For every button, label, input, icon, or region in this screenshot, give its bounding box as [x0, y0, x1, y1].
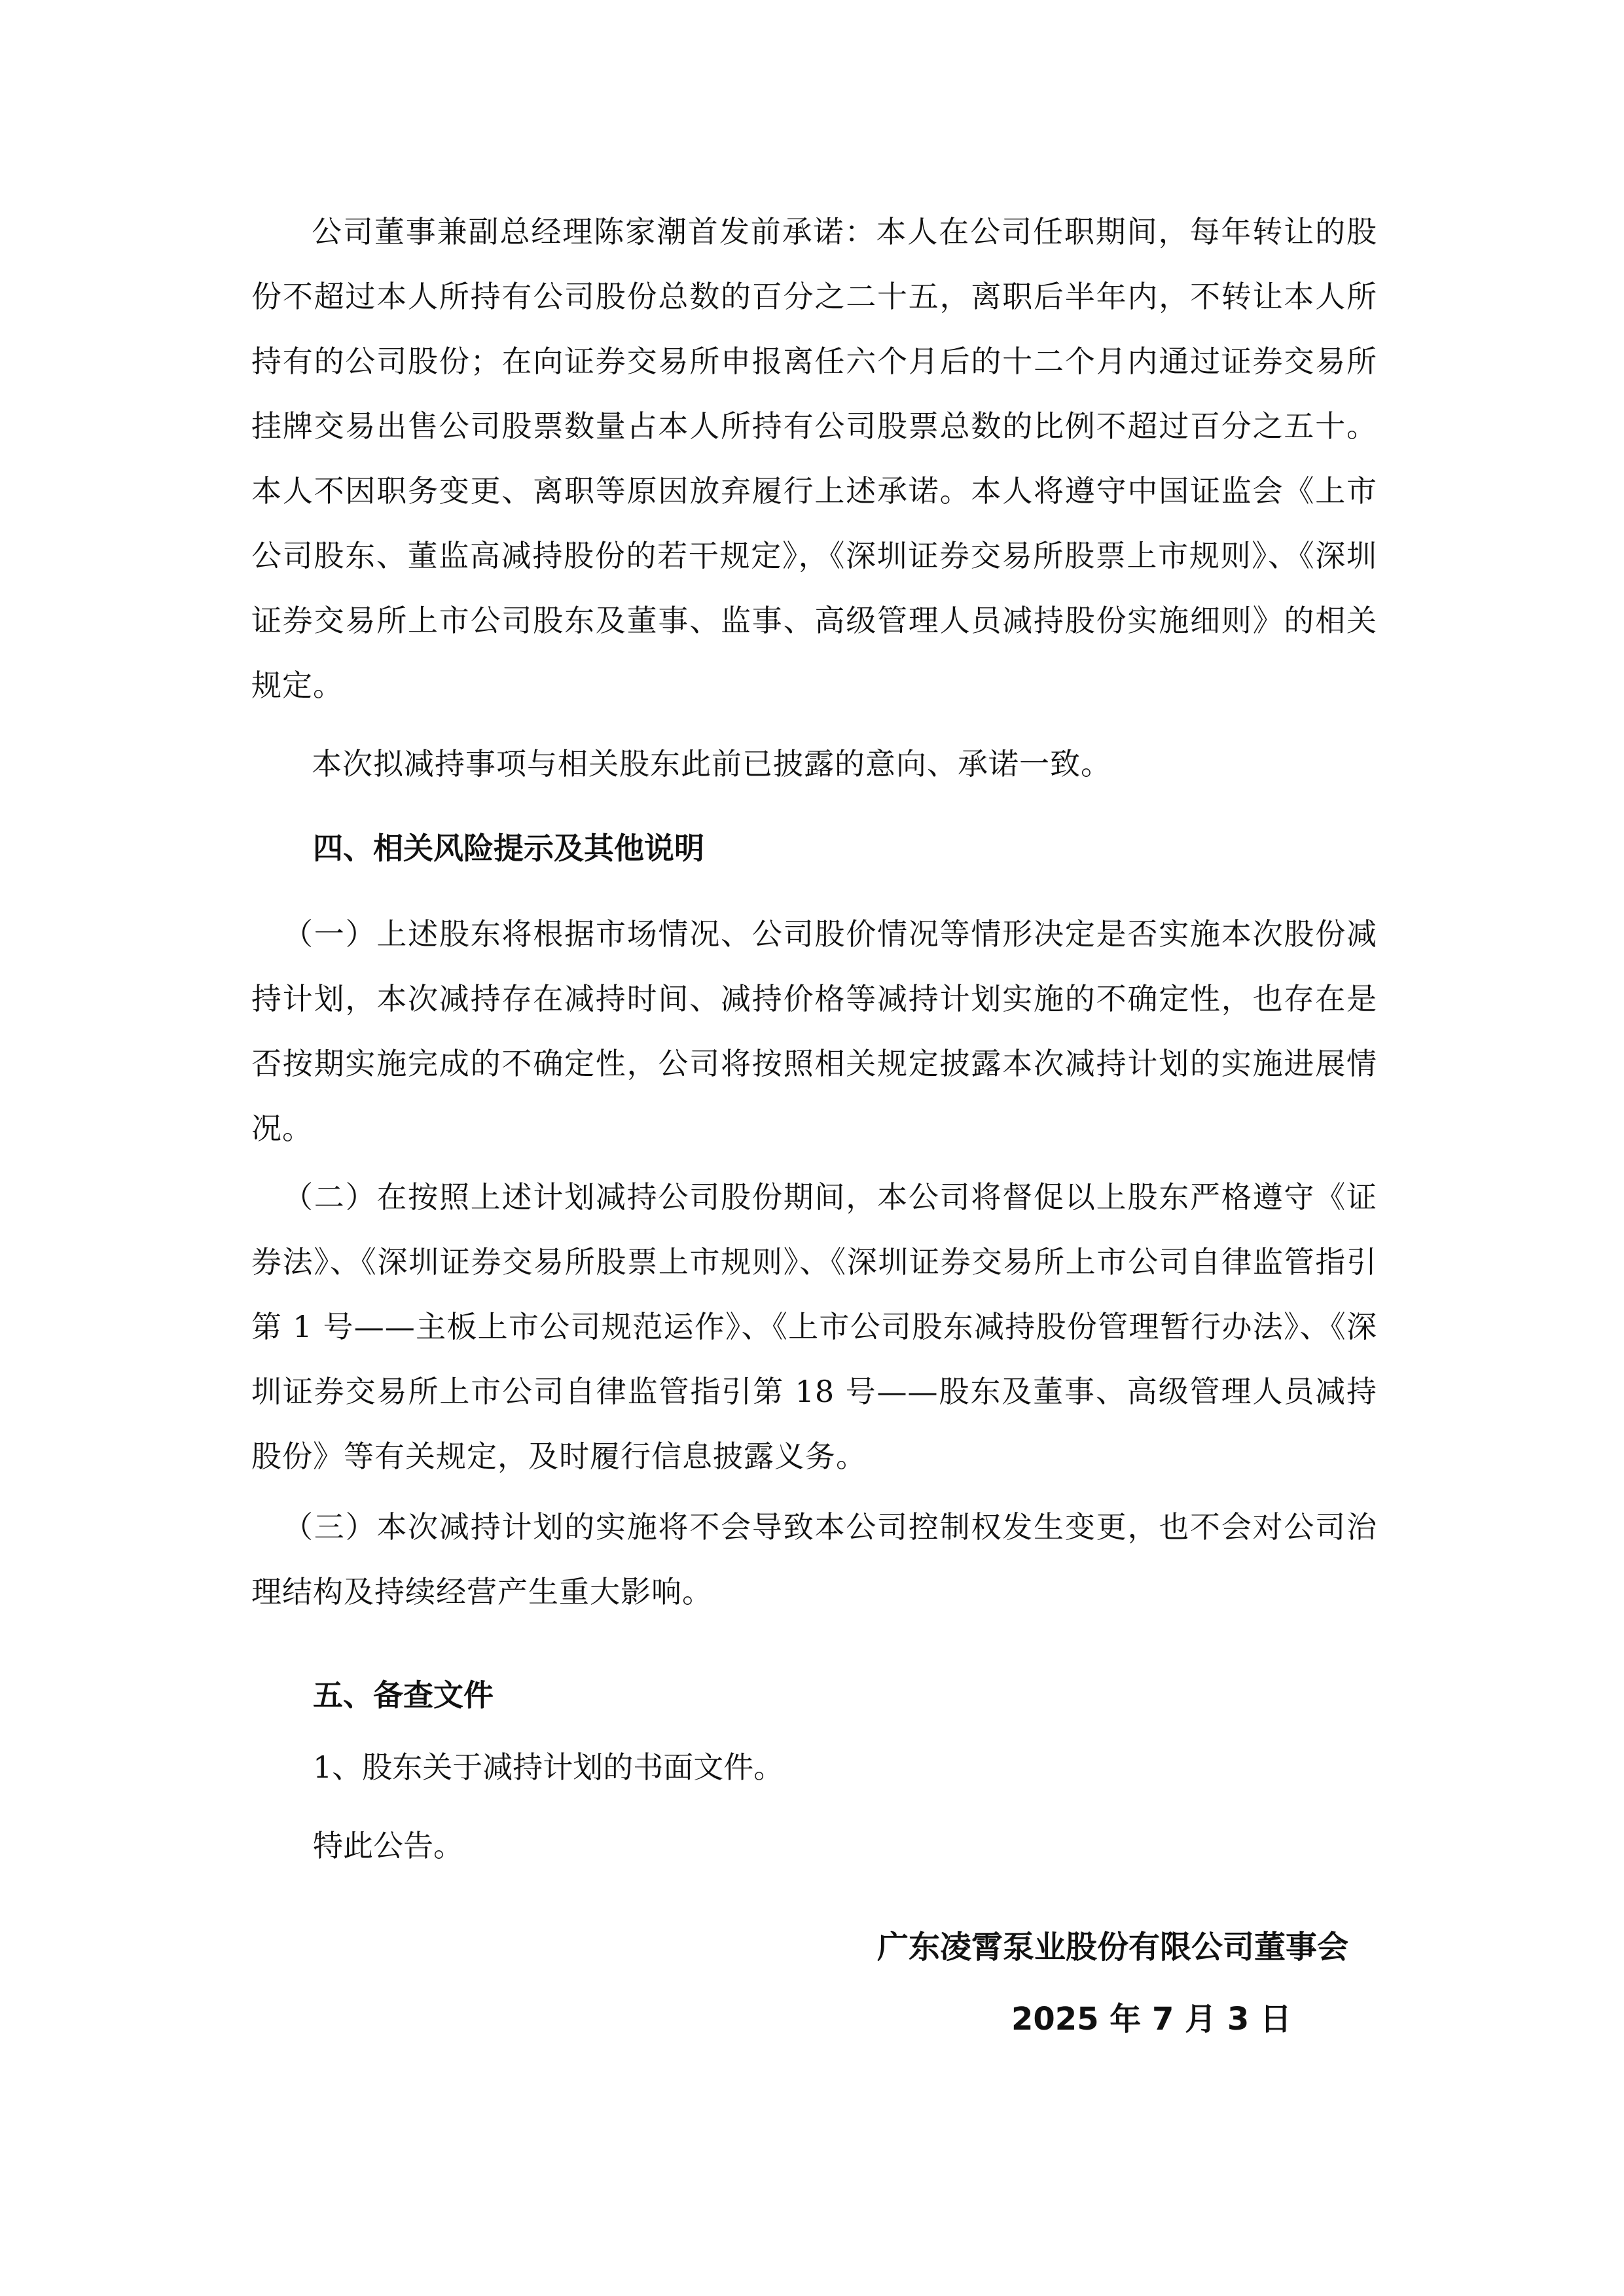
- risk-item-2: （二）在按照上述计划减持公司股份期间，本公司将督促以上股东严格遵守《证券法》、《深圳证券交易所股票上市规则》、《深圳证券交易所上市公司自律监管指引第 1 号——主板上市公司规范运作》、《上市公司股东减持股份管理暂行办法》、《深圳证券交易所上市公司自律监管指引第 18 号——股东及董事、高级管理人员减持股份》等有关规定，及时履行信息披露义务。: [251, 1179, 1377, 1474]
- reference-file-item: 1、股东关于减持计划的书面文件。: [313, 1749, 784, 1785]
- closing-notice: 特此公告。: [313, 1828, 463, 1863]
- consistency-paragraph: 本次拟减持事项与相关股东此前已披露的意向、承诺一致。: [312, 746, 1111, 781]
- commitment-paragraph: 公司董事兼副总经理陈家潮首发前承诺：本人在公司任职期间，每年转让的股份不超过本人所持有公司股份总数的百分之二十五，离职后半年内，不转让本人所持有的公司股份；在向证券交易所申报离任六个月后的十二个月内通过证券交易所挂牌交易出售公司股票数量占本人所持有公司股票总数的比例不超过百分之五十。本人不因职务变更、离职等原因放弃履行上述承诺。本人将遵守中国证监会《上市公司股东、董监高减持股份的若干规定》，《深圳证券交易所股票上市规则》、《深圳证券交易所上市公司股东及董事、监事、高级管理人员减持股份实施细则》的相关规定。: [251, 214, 1377, 703]
- risk-item-1: （一）上述股东将根据市场情况、公司股价情况等情形决定是否实施本次股份减持计划，本次减持存在减持时间、减持价格等减持计划实施的不确定性，也存在是否按期实施完成的不确定性，公司将按照相关规定披露本次减持计划的实施进展情况。: [251, 916, 1377, 1146]
- signature-company: 广东凌霄泵业股份有限公司董事会: [877, 1929, 1349, 1965]
- signature-date: 2025 年 7 月 3 日: [1011, 2001, 1291, 2037]
- risk-item-3: （三）本次减持计划的实施将不会导致本公司控制权发生变更，也不会对公司治理结构及持续经营产生重大影响。: [251, 1509, 1377, 1609]
- section-heading-risk: 四、相关风险提示及其他说明: [313, 831, 704, 866]
- section-heading-files: 五、备查文件: [313, 1677, 494, 1713]
